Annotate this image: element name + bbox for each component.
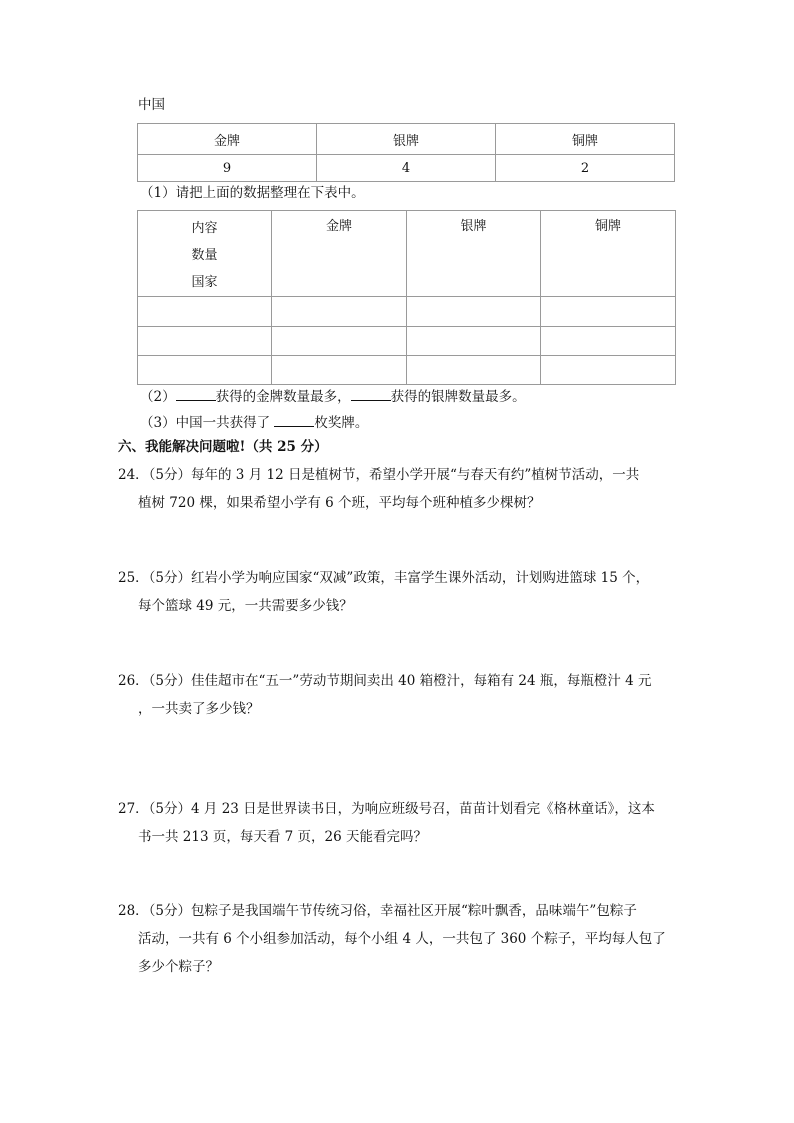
- problem-26: [118, 672, 652, 718]
- problem-line: 25．（5分）红岩小学为响应国家“双减”政策，丰富学生课外活动，计划购进篮球 15 个，: [118, 570, 650, 586]
- blank-cell[interactable]: [541, 356, 676, 385]
- problem-line: 27．（5分）4 月 23 日是世界读书日，为响应班级号召，苗苗计划看完《格林童话》，这本: [118, 801, 655, 817]
- blank-cell[interactable]: [272, 356, 407, 385]
- value-bronze: 2: [496, 155, 675, 182]
- problem-27: [118, 800, 655, 846]
- blank-cell[interactable]: [407, 356, 541, 385]
- q3-suffix: 枚奖牌。: [314, 415, 369, 431]
- country-label: 中国: [138, 97, 165, 113]
- header-silver: 银牌: [317, 124, 496, 155]
- problem-line: 书一共 213 页，每天看 7 页，26 天能看完吗？: [138, 829, 427, 845]
- q2-prefix: （2）: [140, 389, 176, 405]
- header-gold: 金牌: [138, 124, 317, 155]
- blank-cell[interactable]: [138, 297, 272, 327]
- value-silver: 4: [317, 155, 496, 182]
- table-row: [138, 356, 676, 385]
- problem-28: [118, 902, 666, 976]
- problem-line: 每个篮球 49 元，一共需要多少钱？: [138, 598, 353, 614]
- medal-summary-table: [137, 210, 676, 385]
- q2-suffix: 获得的银牌数量最多。: [390, 389, 526, 405]
- summary-header-bronze: 铜牌: [541, 211, 676, 297]
- header-bronze: 铜牌: [496, 124, 675, 155]
- problem-line: ，一共卖了多少钱？: [138, 701, 260, 717]
- blank-cell[interactable]: [272, 327, 407, 356]
- problem-line: 活动，一共有 6 个小组参加活动，每个小组 4 人，一共包了 360 个粽子，平均每人包了: [138, 931, 666, 947]
- question-3: [140, 412, 368, 432]
- blank-cell[interactable]: [541, 327, 676, 356]
- blank-cell[interactable]: [541, 297, 676, 327]
- answer-blank[interactable]: [274, 412, 314, 427]
- corner-quantity: 数量: [191, 248, 218, 263]
- table-row: [138, 297, 676, 327]
- table-row: [138, 327, 676, 356]
- corner-content: 内容: [191, 221, 218, 236]
- summary-header-silver: 银牌: [407, 211, 541, 297]
- problem-line: 26．（5分）佳佳超市在“五一”劳动节期间卖出 40 箱橙汁，每箱有 24 瓶，每瓶橙汁 4 元: [118, 673, 652, 689]
- problem-line: 多少个粽子？: [138, 959, 219, 975]
- question-2: [140, 386, 526, 406]
- problem-line: 28．（5分）包粽子是我国端午节传统习俗，幸福社区开展“粽叶飘香，品味端午”包粽子: [118, 903, 637, 919]
- blank-cell[interactable]: [407, 327, 541, 356]
- q3-prefix: （3）中国一共获得了: [140, 415, 275, 431]
- blank-cell[interactable]: [138, 327, 272, 356]
- blank-cell[interactable]: [272, 297, 407, 327]
- problem-line: 植树 720 棵，如果希望小学有 6 个班，平均每个班种植多少棵树？: [138, 495, 541, 511]
- corner-header: [138, 211, 272, 297]
- section-title: 六、我能解决问题啦!（共 25 分）: [118, 439, 328, 455]
- problem-25: [118, 569, 649, 615]
- answer-blank[interactable]: [351, 386, 391, 401]
- summary-header-gold: 金牌: [272, 211, 407, 297]
- problem-24: [118, 466, 639, 512]
- blank-cell[interactable]: [138, 356, 272, 385]
- answer-blank[interactable]: [176, 386, 216, 401]
- value-gold: 9: [138, 155, 317, 182]
- medal-table-china: [137, 123, 675, 182]
- problem-line: 24．（5分）每年的 3 月 12 日是植树节，希望小学开展“与春天有约”植树节活动，一共: [118, 467, 640, 483]
- corner-country: 国家: [191, 275, 218, 290]
- q2-mid: 获得的金牌数量最多，: [215, 389, 351, 405]
- question-1: （1）请把上面的数据整理在下表中。: [140, 185, 365, 201]
- blank-cell[interactable]: [407, 297, 541, 327]
